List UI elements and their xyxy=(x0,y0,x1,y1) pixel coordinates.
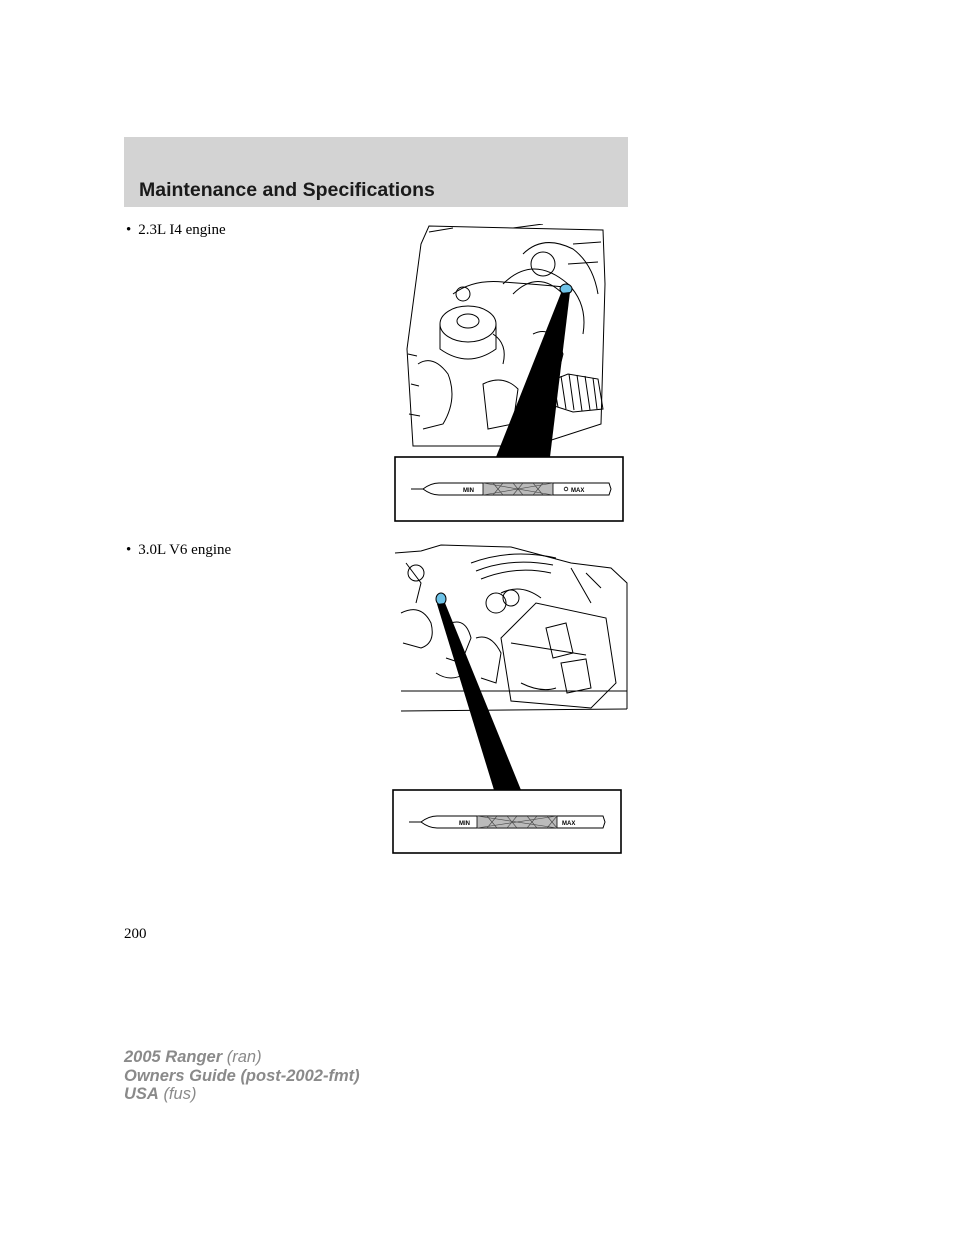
footer-market: USA xyxy=(124,1085,159,1103)
footer-line-2 xyxy=(124,1067,360,1086)
callout-pointer xyxy=(496,292,570,457)
bullet-label-v6: 3.0L V6 engine xyxy=(138,542,232,558)
dipstick-min-label: MIN xyxy=(463,488,474,494)
footer-guide: Owners Guide (post-2002-fmt) xyxy=(124,1066,360,1085)
bullet-item-i4 xyxy=(126,221,226,239)
bullet-label-i4: 2.3L I4 engine xyxy=(138,222,226,238)
bullet-glyph: • xyxy=(126,222,132,238)
footer-line-1 xyxy=(124,1048,360,1067)
bullet-glyph: • xyxy=(126,542,132,558)
bullet-item-v6 xyxy=(126,541,231,559)
page-number: 200 xyxy=(124,926,147,942)
footer-market-code: (fus) xyxy=(163,1085,197,1103)
document-footer xyxy=(124,1048,360,1104)
footer-line-3 xyxy=(124,1085,360,1104)
engine-illustration-i4 xyxy=(393,224,629,524)
engine-illustration-v6 xyxy=(391,543,629,857)
dipstick-max-label: MAX xyxy=(562,821,576,827)
dipstick-max-label: MAX xyxy=(571,488,585,494)
footer-model-code: (ran) xyxy=(226,1048,262,1066)
section-header-band xyxy=(124,137,628,207)
section-title: Maintenance and Specifications xyxy=(139,179,435,201)
footer-model: 2005 Ranger xyxy=(124,1048,223,1066)
dipstick-min-label: MIN xyxy=(459,821,470,827)
